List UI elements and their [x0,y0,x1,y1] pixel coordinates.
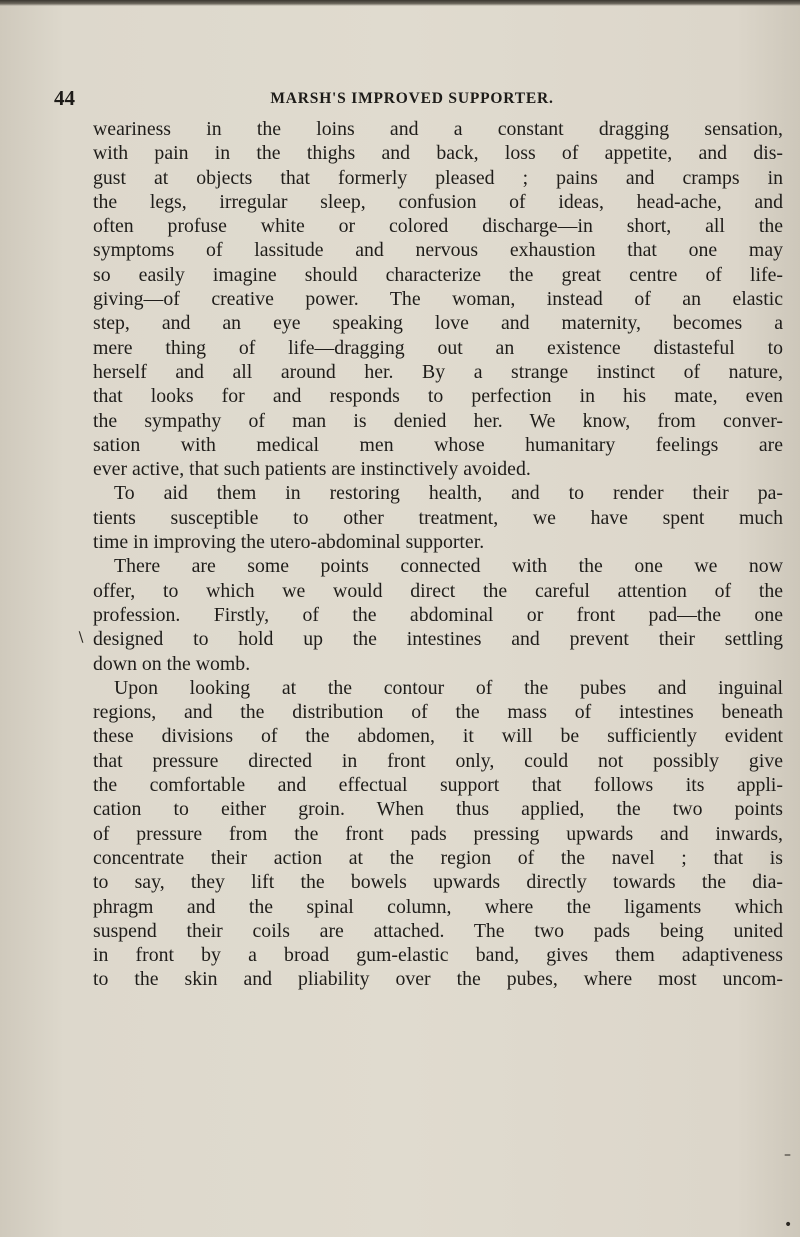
text-line: down on the womb. [93,652,251,675]
paragraph-3 [93,554,783,675]
text-line: offer, to which we would direct the careful attention of the [93,579,783,602]
text-line: step, and an eye speaking love and maternity, becomes a [93,312,783,335]
text-line: herself and all around her. By a strange instinct of nature, [93,360,783,383]
text-line: that looks for and responds to perfection in his mate, even [93,385,783,408]
text-line: with pain in the thighs and back, loss of appetite, and dis- [93,142,783,165]
text-line: to the skin and pliability over the pubes, where most uncom- [93,968,783,991]
text-line: the comfortable and effectual support that follows its appli- [93,774,783,797]
text-line: of pressure from the front pads pressing upwards and inwards, [93,822,783,845]
paragraph-1 [93,117,783,481]
text-line: sation with medical men whose humanitary feelings are [93,433,783,456]
text-line: Upon looking at the contour of the pubes and inguinal [114,676,783,699]
text-line: the legs, irregular sleep, confusion of ideas, head-ache, and [93,190,783,213]
page-top-edge [0,0,800,6]
text-line: that pressure directed in front only, could not possibly give [93,749,783,772]
margin-tick-mark: – [784,1147,791,1163]
text-line: gust at objects that formerly pleased ; pains and cramps in [93,166,783,189]
margin-tick-mark: • [784,1217,793,1233]
text-line: ever active, that such patients are instinctively avoided. [93,458,531,481]
text-line: in front by a broad gum-elastic band, gives them adaptiveness [93,944,783,967]
text-line: the sympathy of man is denied her. We know, from conver- [93,409,783,432]
running-head: MARSH'S IMPROVED SUPPORTER. [270,90,554,107]
paragraph-4 [93,676,783,992]
text-line: weariness in the loins and a constant dragging sensation, [93,118,783,140]
text-line: giving—of creative power. The woman, instead of an elastic [93,288,783,311]
text-line: to say, they lift the bowels upwards directly towards the dia- [93,871,783,894]
page-number: 44 [54,86,75,110]
margin-tick-mark: ∖ [76,630,85,646]
page-header [48,86,776,110]
text-line: these divisions of the abdomen, it will be sufficiently evident [93,725,783,748]
text-line: time in improving the utero-abdominal supporter. [93,531,485,554]
text-line: symptoms of lassitude and nervous exhaustion that one may [93,239,783,262]
text-line: often profuse white or colored discharge—in short, all the [93,215,783,238]
text-line: so easily imagine should characterize the great centre of life- [93,263,783,286]
body-text [93,117,783,992]
text-line: tients susceptible to other treatment, we have spent much [93,506,783,529]
text-line: mere thing of life—dragging out an existence distasteful to [93,336,783,359]
text-line: phragm and the spinal column, where the ligaments which [93,895,783,918]
text-line: suspend their coils are attached. The two pads being united [93,919,783,942]
text-line: regions, and the distribution of the mass of intestines beneath [93,701,783,724]
text-line: profession. Firstly, of the abdominal or front pad—the one [93,603,783,626]
text-line: concentrate their action at the region of the navel ; that is [93,846,783,869]
text-line: designed to hold up the intestines and prevent their settling [93,628,783,651]
text-line: To aid them in restoring health, and to render their pa- [114,482,783,505]
text-line: cation to either groin. When thus applied, the two points [93,798,783,821]
paragraph-2 [93,481,783,554]
text-line: There are some points connected with the one we now [114,555,783,578]
